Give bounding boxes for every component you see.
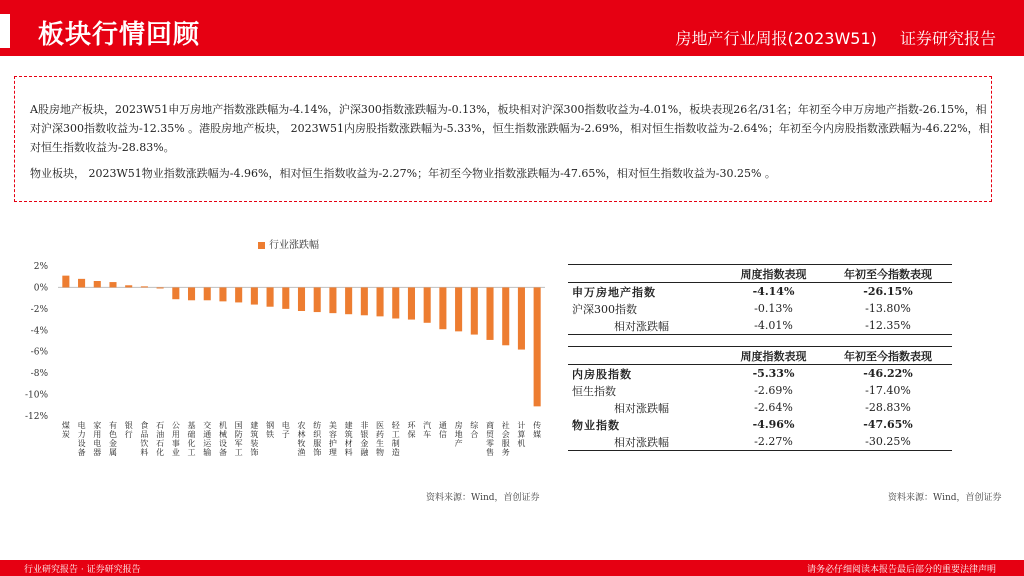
bar (157, 287, 164, 288)
table-row (568, 399, 952, 416)
row-ytd: -28.83% (865, 401, 911, 414)
row-name: 相对涨跌幅 (568, 433, 723, 451)
table-header-blank (568, 347, 723, 365)
x-tick-label: 商贸零售 (486, 421, 495, 457)
bar (455, 287, 462, 331)
bar (94, 281, 101, 287)
table-row (568, 283, 952, 301)
x-tick-label: 电力设备 (77, 421, 86, 457)
bar (534, 287, 541, 406)
row-week: -2.64% (754, 401, 793, 414)
header-bar (0, 0, 1024, 56)
x-tick-label: 传媒 (533, 421, 542, 439)
row-ytd: -13.80% (865, 302, 911, 315)
table-header-row (568, 347, 952, 365)
y-tick-label: -8% (30, 369, 48, 380)
x-tick-label: 综合 (470, 421, 479, 439)
row-name: 内房股指数 (572, 367, 632, 381)
row-ytd: -47.65% (863, 418, 913, 431)
row-ytd: -26.15% (863, 285, 913, 298)
x-tick-label: 医药生物 (376, 421, 385, 457)
bar (78, 279, 85, 288)
y-tick-label: -6% (30, 347, 48, 358)
x-tick-label: 煤炭 (61, 421, 70, 439)
x-tick-label: 汽车 (423, 421, 432, 439)
x-tick-label: 轻工制造 (391, 421, 400, 457)
row-week: -5.33% (752, 367, 795, 380)
bar (188, 287, 195, 300)
bar (377, 287, 384, 316)
x-tick-label: 钢铁 (266, 421, 275, 439)
row-week: -4.96% (752, 418, 795, 431)
row-name: 恒生指数 (572, 384, 616, 398)
x-tick-label: 家用电器 (93, 421, 102, 457)
x-tick-label: 建筑装饰 (250, 421, 259, 457)
header-week: 周度指数表现 (723, 347, 824, 365)
table-header-blank (568, 265, 723, 283)
row-ytd: -12.35% (824, 317, 952, 335)
row-week: -4.14% (752, 285, 795, 298)
row-name: 申万房地产指数 (572, 285, 656, 299)
x-tick-label: 环保 (407, 421, 416, 439)
y-tick-label: -12% (24, 412, 48, 422)
y-tick-label: -10% (24, 390, 48, 401)
bar (298, 287, 305, 311)
x-tick-label: 电子 (281, 421, 290, 439)
bar (439, 287, 446, 329)
x-tick-label: 国防军工 (234, 421, 243, 457)
table-row (568, 433, 952, 451)
table-header-row (568, 265, 952, 283)
bar (235, 287, 242, 302)
header-report-info (658, 26, 997, 49)
bar (408, 287, 415, 319)
x-tick-label: 房地产 (454, 421, 463, 448)
bar (424, 287, 431, 322)
report-type: 证券研究报告 (899, 29, 996, 48)
bar (251, 287, 258, 304)
bar (204, 287, 211, 300)
summary-paragraph-2: 物业板块， 2023W51物业指数涨跌幅为-4.96%，相对恒生指数收益为-2.27%；年初至今物业指数涨跌幅为-47.65%，相对恒生指数收益为-30.25% 。 (30, 167, 776, 180)
bar (486, 287, 493, 340)
x-tick-label: 食品饮料 (140, 421, 149, 457)
y-tick-label: -2% (30, 304, 48, 315)
y-tick-label: -4% (30, 326, 48, 337)
a-share-performance-table (568, 264, 952, 335)
row-name: 沪深300指数 (572, 302, 637, 316)
industry-return-bar-chart (20, 252, 550, 492)
x-tick-label: 美容护理 (328, 421, 337, 457)
report-name: 房地产行业周报(2023W51) (675, 29, 877, 48)
y-tick-label: 2% (33, 262, 48, 272)
header-week: 周度指数表现 (723, 265, 824, 283)
bar (345, 287, 352, 314)
bar (471, 287, 478, 334)
row-week: -2.27% (723, 433, 824, 451)
x-tick-label: 机械设备 (218, 421, 227, 457)
bar (109, 282, 116, 287)
row-name: 相对涨跌幅 (614, 401, 669, 415)
chart-source: 资料来源：Wind，首创证券 (426, 493, 540, 503)
legend-swatch (258, 242, 265, 249)
page-title: 板块行情回顾 (38, 20, 201, 50)
row-ytd: -17.40% (865, 384, 911, 397)
x-tick-label: 石油石化 (156, 421, 165, 457)
header-ytd: 年初至今指数表现 (824, 265, 952, 283)
bar (267, 287, 274, 306)
bar (62, 276, 69, 288)
x-tick-label: 非银金融 (360, 421, 369, 457)
header-ytd: 年初至今指数表现 (824, 347, 952, 365)
row-name: 物业指数 (572, 418, 620, 432)
legend-label: 行业涨跌幅 (269, 240, 319, 251)
table-row (568, 317, 952, 335)
bar (314, 287, 321, 312)
x-tick-label: 有色金属 (108, 421, 117, 457)
x-tick-label: 基础化工 (187, 421, 196, 457)
bar (172, 287, 179, 299)
bar (219, 287, 226, 301)
footer-left-text: 行业研究报告 · 证券研究报告 (24, 565, 141, 575)
x-tick-label: 银行 (124, 421, 133, 439)
footer-disclaimer: 请务必仔细阅读本报告最后部分的重要法律声明 (806, 565, 996, 575)
table-row (568, 365, 952, 383)
x-tick-label: 社会服务 (501, 421, 510, 457)
row-week: -2.69% (754, 384, 793, 397)
header-accent (0, 14, 10, 48)
bar (329, 287, 336, 313)
chart-legend (258, 236, 319, 251)
table-row (568, 300, 952, 317)
x-tick-label: 纺织服饰 (313, 421, 322, 457)
hk-performance-table (568, 346, 952, 451)
x-tick-label: 通信 (438, 421, 447, 439)
x-tick-label: 计算机 (517, 421, 526, 448)
bar (502, 287, 509, 345)
y-tick-label: 0% (33, 283, 48, 294)
table-row (568, 382, 952, 399)
row-week: -4.01% (723, 317, 824, 335)
table-row (568, 416, 952, 433)
bar (518, 287, 525, 349)
x-tick-label: 公用事业 (171, 421, 180, 457)
x-tick-label: 农林牧渔 (297, 421, 306, 457)
row-name: 相对涨跌幅 (568, 317, 723, 335)
row-week: -0.13% (754, 302, 793, 315)
bar (141, 286, 148, 287)
bar (392, 287, 399, 318)
x-tick-label: 建筑材料 (344, 421, 353, 457)
row-ytd: -46.22% (863, 367, 913, 380)
footer-bar (0, 560, 1024, 576)
bar (282, 287, 289, 308)
x-tick-label: 交通运输 (203, 421, 212, 457)
summary-paragraph-1: A股房地产板块，2023W51申万房地产指数涨跌幅为-4.14%，沪深300指数涨跌幅为-0.13%，板块相对沪深300指数收益为-4.01%，板块表现26名/31名；年初至今申万房地产指数-26.15%，相对沪深300指数收益为-12.35% 。港股房地产板块， 2023W51内房股指数涨跌幅为-5.33%，恒生指数涨跌幅为-2.69%，相对恒生指数收益为-2.64%；年初至今内房股指数涨跌幅为-46.22%，相对恒生指数收益为-28.83%。 (30, 103, 990, 154)
bar (125, 285, 132, 287)
table-source: 资料来源：Wind，首创证券 (888, 493, 1002, 503)
row-ytd: -30.25% (824, 433, 952, 451)
bar (361, 287, 368, 315)
